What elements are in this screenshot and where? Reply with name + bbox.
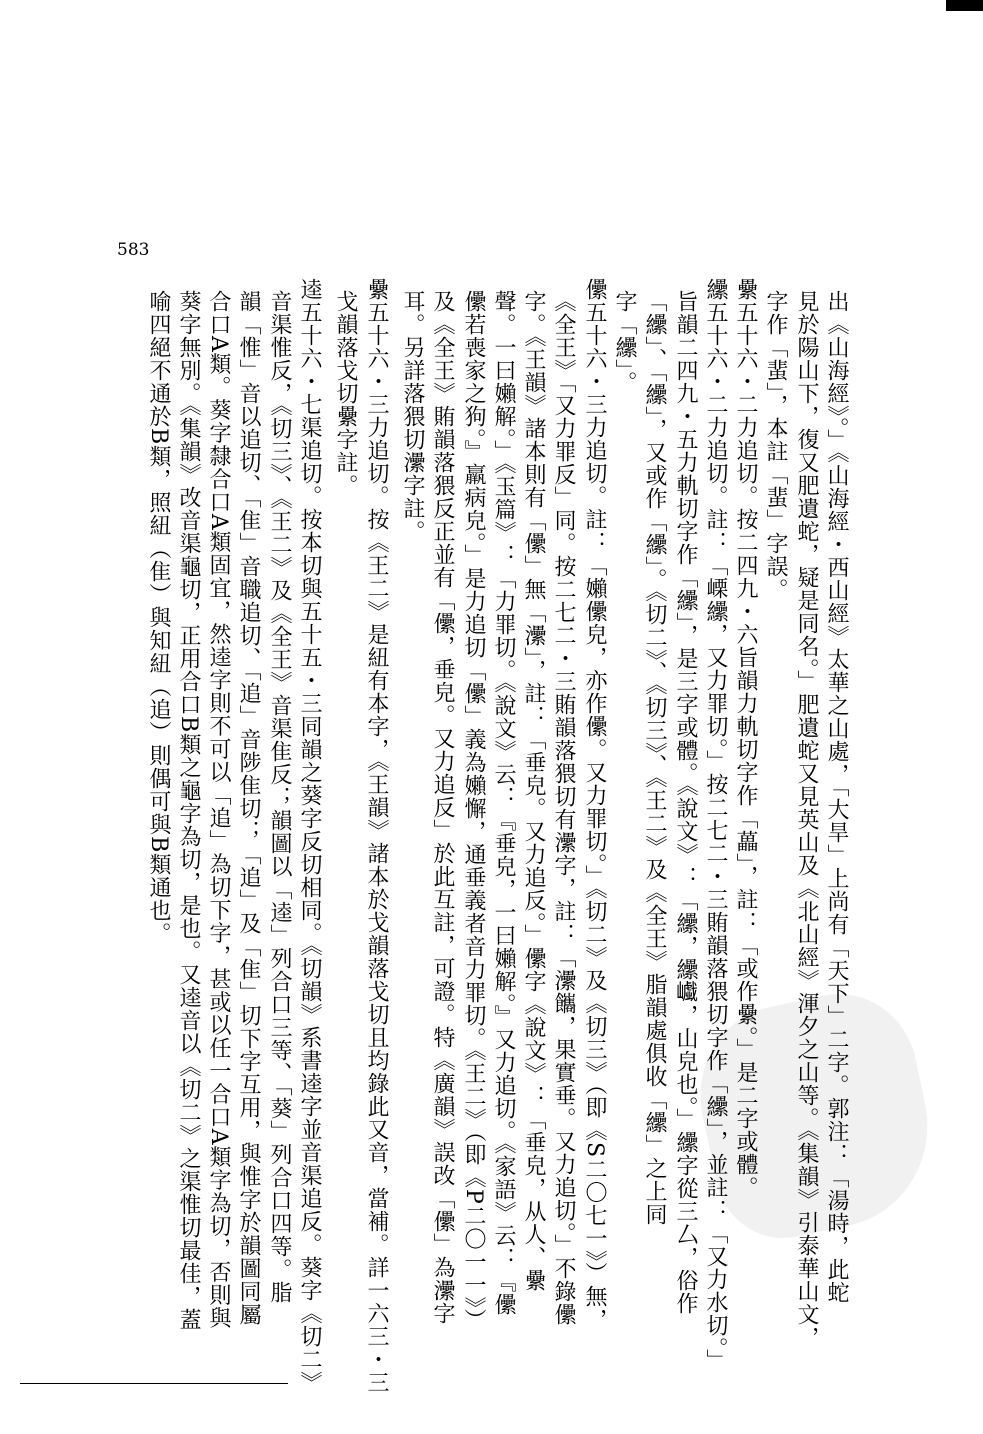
text-column: 戈韻落戈切纍字註。	[333, 290, 358, 497]
vertical-text-block	[110, 278, 850, 1394]
text-column: 「纝」、「纝」，又或作「纝」。《切二》、《切三》、《王二》及《全王》脂韻處俱收「纝」之上同	[642, 290, 667, 1226]
text-column: 字「纝」。	[612, 290, 637, 394]
text-column: 音渠惟反，《切三》、《王二》及《全王》音渠隹反；韻圖以「逵」列合口三等、「葵」列合口四等。脂	[267, 290, 292, 1304]
text-column: 葵字無別。《集韻》改音渠龜切，正用合口B類之龜字為切，是也。又逵音以《切二》之渠惟切最佳，蓋	[176, 290, 201, 1332]
page-number: 583	[117, 240, 150, 260]
text-column: 字。《王韻》諸本則有「儽」無「㶟」，註：「垂皃。又力追反。」儽字《說文》：「垂皃，从人、纍	[521, 290, 546, 1292]
text-column: 出《山海經》。」《山海經・西山經》太華之山處，「大旱」上尚有「天下」二字。郭注：「湯時，此蛇	[824, 290, 849, 1304]
text-column: 耳。另詳落猥切㶟字註。	[400, 290, 425, 543]
text-column: 儽五十六・三力追切。註：「嬾儽皃，亦作儽。又力罪切。」《切二》及《切三》（即《S二〇七一》）無，	[582, 278, 607, 1332]
text-column: 纍五十六・三力追切。按《王二》是紐有本字，《王韻》諸本於戈韻落戈切且均錄此又音，當補。詳一六三・三	[364, 278, 389, 1394]
footnote-rule	[20, 1383, 288, 1384]
text-column: 旨韻二四九・五力軌切字作「纝」，是三字或體。《說文》：「纝，纝𡾟，山皃也。」纝字從三厶，俗作	[673, 290, 698, 1315]
text-column: 《全王》「又力罪反」同。按二七二・三賄韻落猥切有㶟字，註：「㶟䭨，果實垂。又力追切。」不錄儽	[551, 290, 576, 1326]
text-column: 韻「惟」音以追切、「隹」音職追切、「追」音陟隹切；「追」及「隹」切下字互用，與惟字於韻圖同屬	[236, 290, 261, 1326]
text-column: 合口A類。葵字隸合口A類固宜，然逵字則不可以「追」為切下字，甚或以任一合口A類字為切，否則與	[206, 290, 231, 1330]
text-column: 逵五十六・七渠追切。按本切與五十五・三同韻之葵字反切相同。《切韻》系書逵字並音渠追反。葵字《切二》	[297, 278, 322, 1394]
text-column: 纝五十六・二力追切。註：「㟳纝，又力罪切。」按二七二・三賄韻落猥切字作「纝」，並註：「又力水切。」	[703, 278, 728, 1372]
text-column: 喻四絕不通於B類，照紐（隹）與知紐（追）則偶可與B類通也。	[146, 290, 171, 946]
scan-corner-mark	[946, 0, 983, 11]
text-column: 纍五十六・二力追切。按二四九・六旨韻力軌切字作「藟」，註：「或作纍。」是二字或體。	[733, 278, 758, 1199]
text-column: 字作「蜚」，本註「蜚」字誤。	[763, 290, 788, 601]
text-column: 見於陽山下，復又肥遺蛇，疑是同名。」肥遺蛇又見英山及《北山經》渾夕之山等。《集韻》引泰華山文，	[794, 290, 819, 1349]
text-column: 聲。一曰嬾解。」《玉篇》：「力罪切。《說文》云：『垂皃，一曰嬾解。』又力追切。《家語》云：『儽	[491, 290, 516, 1316]
text-column: 及《全王》賄韻落猥反正並有「儽，垂皃。又力追反」於此互註，可證。特《廣韻》誤改「儽」為㶟字	[430, 290, 455, 1325]
text-column: 儽若喪家之狗。』羸病皃。」是力追切「儽」義為嬾懈，通垂義者音力罪切。《王二》（即《P二〇一一》）	[461, 290, 486, 1332]
